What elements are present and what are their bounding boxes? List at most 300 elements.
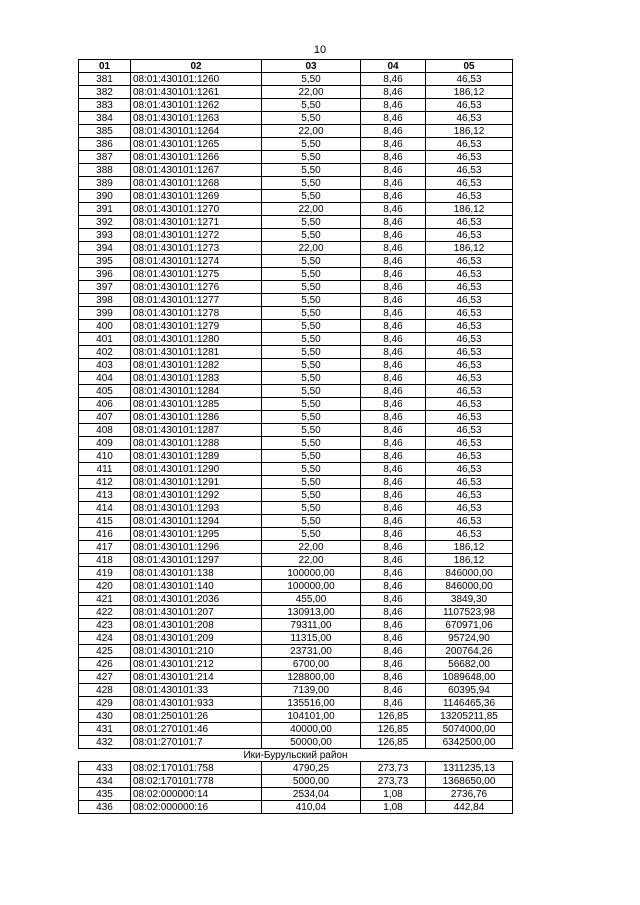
rate-cell: 8,46 xyxy=(361,99,426,112)
cadastral-number-cell: 08:01:430101:33 xyxy=(131,684,262,697)
cadastral-number-cell: 08:01:430101:1270 xyxy=(131,203,262,216)
rate-cell: 8,46 xyxy=(361,281,426,294)
table-row xyxy=(79,606,513,619)
area-cell: 79311,00 xyxy=(262,619,361,632)
rate-cell: 8,46 xyxy=(361,450,426,463)
tax-cell: 46,53 xyxy=(426,398,513,411)
tax-cell: 1089648,00 xyxy=(426,671,513,684)
tax-cell: 46,53 xyxy=(426,489,513,502)
rate-cell: 8,46 xyxy=(361,541,426,554)
rate-cell: 8,46 xyxy=(361,190,426,203)
area-cell: 22,00 xyxy=(262,86,361,99)
rate-cell: 126,85 xyxy=(361,736,426,749)
area-cell: 104101,00 xyxy=(262,710,361,723)
rate-cell: 8,46 xyxy=(361,697,426,710)
area-cell: 5,50 xyxy=(262,450,361,463)
table-row xyxy=(79,99,513,112)
row-number-cell: 401 xyxy=(79,333,131,346)
cadastral-number-cell: 08:01:430101:210 xyxy=(131,645,262,658)
cadastral-number-cell: 08:01:430101:1289 xyxy=(131,450,262,463)
cadastral-number-cell: 08:01:430101:1291 xyxy=(131,476,262,489)
table-row xyxy=(79,437,513,450)
row-number-cell: 402 xyxy=(79,346,131,359)
rate-cell: 8,46 xyxy=(361,372,426,385)
cadastral-number-cell: 08:01:430101:1282 xyxy=(131,359,262,372)
row-number-cell: 383 xyxy=(79,99,131,112)
table-row xyxy=(79,281,513,294)
row-number-cell: 384 xyxy=(79,112,131,125)
section-row xyxy=(79,749,513,762)
table-row xyxy=(79,619,513,632)
rate-cell: 1,08 xyxy=(361,788,426,801)
rate-cell: 8,46 xyxy=(361,229,426,242)
area-cell: 100000,00 xyxy=(262,567,361,580)
cadastral-number-cell: 08:01:430101:1292 xyxy=(131,489,262,502)
table-row xyxy=(79,411,513,424)
rate-cell: 8,46 xyxy=(361,463,426,476)
cadastral-number-cell: 08:01:430101:1268 xyxy=(131,177,262,190)
row-number-cell: 432 xyxy=(79,736,131,749)
area-cell: 2534,04 xyxy=(262,788,361,801)
table-row xyxy=(79,398,513,411)
row-number-cell: 424 xyxy=(79,632,131,645)
area-cell: 128800,00 xyxy=(262,671,361,684)
cadastral-number-cell: 08:01:430101:1260 xyxy=(131,73,262,86)
row-number-cell: 418 xyxy=(79,554,131,567)
table-body xyxy=(79,73,513,749)
table-row xyxy=(79,359,513,372)
row-number-cell: 434 xyxy=(79,775,131,788)
cadastral-number-cell: 08:01:430101:1286 xyxy=(131,411,262,424)
tax-cell: 46,53 xyxy=(426,372,513,385)
table-row xyxy=(79,502,513,515)
area-cell: 130913,00 xyxy=(262,606,361,619)
column-header-04: 04 xyxy=(361,60,426,73)
area-cell: 5,50 xyxy=(262,437,361,450)
area-cell: 5,50 xyxy=(262,515,361,528)
area-cell: 5,50 xyxy=(262,528,361,541)
area-cell: 5,50 xyxy=(262,320,361,333)
area-cell: 6700,00 xyxy=(262,658,361,671)
rate-cell: 8,46 xyxy=(361,125,426,138)
tax-cell: 46,53 xyxy=(426,385,513,398)
table-row xyxy=(79,723,513,736)
tax-cell: 46,53 xyxy=(426,333,513,346)
cadastral-number-cell: 08:01:430101:1267 xyxy=(131,164,262,177)
rate-cell: 8,46 xyxy=(361,333,426,346)
tax-cell: 46,53 xyxy=(426,502,513,515)
row-number-cell: 405 xyxy=(79,385,131,398)
table-row xyxy=(79,125,513,138)
table-row xyxy=(79,151,513,164)
rate-cell: 273,73 xyxy=(361,762,426,775)
table-row xyxy=(79,580,513,593)
area-cell: 5,50 xyxy=(262,398,361,411)
cadastral-number-cell: 08:02:000000:14 xyxy=(131,788,262,801)
row-number-cell: 412 xyxy=(79,476,131,489)
tax-cell: 5074000,00 xyxy=(426,723,513,736)
cadastral-number-cell: 08:01:430101:1294 xyxy=(131,515,262,528)
tax-cell: 46,53 xyxy=(426,99,513,112)
row-number-cell: 416 xyxy=(79,528,131,541)
rate-cell: 8,46 xyxy=(361,632,426,645)
table-row xyxy=(79,268,513,281)
area-cell: 5,50 xyxy=(262,190,361,203)
row-number-cell: 399 xyxy=(79,307,131,320)
table-row xyxy=(79,788,513,801)
row-number-cell: 420 xyxy=(79,580,131,593)
area-cell: 11315,00 xyxy=(262,632,361,645)
table-row xyxy=(79,229,513,242)
rate-cell: 8,46 xyxy=(361,437,426,450)
table-row xyxy=(79,476,513,489)
row-number-cell: 403 xyxy=(79,359,131,372)
table-row xyxy=(79,112,513,125)
row-number-cell: 422 xyxy=(79,606,131,619)
rate-cell: 8,46 xyxy=(361,242,426,255)
rate-cell: 8,46 xyxy=(361,73,426,86)
area-cell: 5,50 xyxy=(262,99,361,112)
area-cell: 5,50 xyxy=(262,177,361,190)
area-cell: 5,50 xyxy=(262,411,361,424)
rate-cell: 8,46 xyxy=(361,203,426,216)
row-number-cell: 426 xyxy=(79,658,131,671)
row-number-cell: 389 xyxy=(79,177,131,190)
table-row xyxy=(79,736,513,749)
table-row xyxy=(79,294,513,307)
table-row xyxy=(79,541,513,554)
table-row xyxy=(79,203,513,216)
area-cell: 5,50 xyxy=(262,385,361,398)
rate-cell: 8,46 xyxy=(361,606,426,619)
table-row xyxy=(79,658,513,671)
cadastral-number-cell: 08:01:430101:1296 xyxy=(131,541,262,554)
cadastral-number-cell: 08:01:430101:1271 xyxy=(131,216,262,229)
row-number-cell: 395 xyxy=(79,255,131,268)
row-number-cell: 397 xyxy=(79,281,131,294)
row-number-cell: 404 xyxy=(79,372,131,385)
tax-cell: 2736,76 xyxy=(426,788,513,801)
row-number-cell: 421 xyxy=(79,593,131,606)
row-number-cell: 423 xyxy=(79,619,131,632)
section-title: Ики-Бурульский район xyxy=(79,749,513,762)
table-row xyxy=(79,671,513,684)
rate-cell: 8,46 xyxy=(361,112,426,125)
cadastral-number-cell: 08:01:430101:207 xyxy=(131,606,262,619)
area-cell: 23731,00 xyxy=(262,645,361,658)
area-cell: 5,50 xyxy=(262,112,361,125)
cadastral-number-cell: 08:01:430101:1283 xyxy=(131,372,262,385)
tax-cell: 1107523,98 xyxy=(426,606,513,619)
tax-cell: 46,53 xyxy=(426,476,513,489)
row-number-cell: 433 xyxy=(79,762,131,775)
rate-cell: 8,46 xyxy=(361,619,426,632)
rate-cell: 8,46 xyxy=(361,268,426,281)
cadastral-number-cell: 08:01:430101:1263 xyxy=(131,112,262,125)
cadastral-number-cell: 08:01:430101:1280 xyxy=(131,333,262,346)
area-cell: 5,50 xyxy=(262,229,361,242)
tax-cell: 46,53 xyxy=(426,164,513,177)
tax-cell: 46,53 xyxy=(426,528,513,541)
row-number-cell: 385 xyxy=(79,125,131,138)
tax-cell: 95724,90 xyxy=(426,632,513,645)
tax-cell: 46,53 xyxy=(426,294,513,307)
row-number-cell: 398 xyxy=(79,294,131,307)
rate-cell: 8,46 xyxy=(361,671,426,684)
area-cell: 7139,00 xyxy=(262,684,361,697)
cadastral-number-cell: 08:01:430101:1274 xyxy=(131,255,262,268)
table-body-section xyxy=(79,762,513,814)
tax-cell: 60395,94 xyxy=(426,684,513,697)
area-cell: 22,00 xyxy=(262,541,361,554)
row-number-cell: 407 xyxy=(79,411,131,424)
cadastral-number-cell: 08:01:430101:1278 xyxy=(131,307,262,320)
tax-cell: 200764,26 xyxy=(426,645,513,658)
tax-cell: 46,53 xyxy=(426,190,513,203)
tax-cell: 846000,00 xyxy=(426,580,513,593)
rate-cell: 8,46 xyxy=(361,346,426,359)
tax-cell: 46,53 xyxy=(426,112,513,125)
rate-cell: 8,46 xyxy=(361,151,426,164)
table-row xyxy=(79,632,513,645)
rate-cell: 8,46 xyxy=(361,567,426,580)
table-row xyxy=(79,320,513,333)
row-number-cell: 393 xyxy=(79,229,131,242)
cadastral-number-cell: 08:01:430101:1275 xyxy=(131,268,262,281)
tax-cell: 46,53 xyxy=(426,138,513,151)
cadastral-number-cell: 08:01:430101:1276 xyxy=(131,281,262,294)
tax-cell: 46,53 xyxy=(426,515,513,528)
row-number-cell: 431 xyxy=(79,723,131,736)
table-row xyxy=(79,86,513,99)
rate-cell: 8,46 xyxy=(361,424,426,437)
rate-cell: 8,46 xyxy=(361,320,426,333)
area-cell: 5,50 xyxy=(262,502,361,515)
rate-cell: 126,85 xyxy=(361,710,426,723)
tax-cell: 46,53 xyxy=(426,411,513,424)
area-cell: 5,50 xyxy=(262,346,361,359)
rate-cell: 8,46 xyxy=(361,580,426,593)
tax-cell: 46,53 xyxy=(426,281,513,294)
rate-cell: 8,46 xyxy=(361,86,426,99)
tax-cell: 186,12 xyxy=(426,242,513,255)
table-row xyxy=(79,164,513,177)
tax-cell: 46,53 xyxy=(426,177,513,190)
row-number-cell: 409 xyxy=(79,437,131,450)
tax-cell: 1368650,00 xyxy=(426,775,513,788)
cadastral-number-cell: 08:01:430101:1295 xyxy=(131,528,262,541)
area-cell: 410,04 xyxy=(262,801,361,814)
area-cell: 5,50 xyxy=(262,424,361,437)
table-row xyxy=(79,242,513,255)
tax-cell: 46,53 xyxy=(426,268,513,281)
row-number-cell: 428 xyxy=(79,684,131,697)
column-header-02: 02 xyxy=(131,60,262,73)
table-row xyxy=(79,593,513,606)
table-row xyxy=(79,645,513,658)
cadastral-number-cell: 08:01:430101:1266 xyxy=(131,151,262,164)
cadastral-number-cell: 08:01:430101:1261 xyxy=(131,86,262,99)
row-number-cell: 390 xyxy=(79,190,131,203)
table-row xyxy=(79,138,513,151)
area-cell: 4790,25 xyxy=(262,762,361,775)
tax-cell: 46,53 xyxy=(426,450,513,463)
cadastral-number-cell: 08:01:430101:209 xyxy=(131,632,262,645)
table-row xyxy=(79,515,513,528)
tax-cell: 670971,06 xyxy=(426,619,513,632)
tax-cell: 6342500,00 xyxy=(426,736,513,749)
row-number-cell: 388 xyxy=(79,164,131,177)
cadastral-number-cell: 08:01:250101:26 xyxy=(131,710,262,723)
rate-cell: 8,46 xyxy=(361,398,426,411)
tax-cell: 46,53 xyxy=(426,320,513,333)
area-cell: 5,50 xyxy=(262,281,361,294)
cadastral-number-cell: 08:01:430101:1269 xyxy=(131,190,262,203)
cadastral-number-cell: 08:01:430101:1262 xyxy=(131,99,262,112)
cadastral-number-cell: 08:02:170101:778 xyxy=(131,775,262,788)
rate-cell: 8,46 xyxy=(361,294,426,307)
table-row xyxy=(79,346,513,359)
rate-cell: 8,46 xyxy=(361,138,426,151)
row-number-cell: 381 xyxy=(79,73,131,86)
area-cell: 135516,00 xyxy=(262,697,361,710)
rate-cell: 8,46 xyxy=(361,476,426,489)
cadastral-number-cell: 08:01:430101:138 xyxy=(131,567,262,580)
rate-cell: 8,46 xyxy=(361,515,426,528)
cadastral-number-cell: 08:01:430101:933 xyxy=(131,697,262,710)
rate-cell: 8,46 xyxy=(361,684,426,697)
row-number-cell: 415 xyxy=(79,515,131,528)
row-number-cell: 400 xyxy=(79,320,131,333)
tax-cell: 1146465,36 xyxy=(426,697,513,710)
row-number-cell: 435 xyxy=(79,788,131,801)
row-number-cell: 410 xyxy=(79,450,131,463)
table-row xyxy=(79,424,513,437)
tax-cell: 13205211,85 xyxy=(426,710,513,723)
area-cell: 5,50 xyxy=(262,359,361,372)
cadastral-number-cell: 08:01:430101:1288 xyxy=(131,437,262,450)
row-number-cell: 430 xyxy=(79,710,131,723)
row-number-cell: 427 xyxy=(79,671,131,684)
area-cell: 100000,00 xyxy=(262,580,361,593)
area-cell: 5,50 xyxy=(262,216,361,229)
page-number: 10 xyxy=(313,44,327,56)
tax-cell: 186,12 xyxy=(426,86,513,99)
tax-cell: 3849,30 xyxy=(426,593,513,606)
cadastral-number-cell: 08:01:430101:212 xyxy=(131,658,262,671)
cadastral-number-cell: 08:02:170101:758 xyxy=(131,762,262,775)
area-cell: 22,00 xyxy=(262,554,361,567)
column-header-01: 01 xyxy=(79,60,131,73)
cadastral-number-cell: 08:01:270101:7 xyxy=(131,736,262,749)
table-row xyxy=(79,710,513,723)
table-row xyxy=(79,372,513,385)
tax-cell: 46,53 xyxy=(426,437,513,450)
rate-cell: 8,46 xyxy=(361,411,426,424)
cadastral-number-cell: 08:01:430101:1273 xyxy=(131,242,262,255)
cadastral-number-cell: 08:01:430101:1279 xyxy=(131,320,262,333)
table-row xyxy=(79,684,513,697)
tax-cell: 186,12 xyxy=(426,125,513,138)
cadastral-number-cell: 08:01:430101:214 xyxy=(131,671,262,684)
cadastral-number-cell: 08:01:430101:1284 xyxy=(131,385,262,398)
table-row xyxy=(79,762,513,775)
rate-cell: 8,46 xyxy=(361,307,426,320)
row-number-cell: 386 xyxy=(79,138,131,151)
cadastral-number-cell: 08:01:430101:1265 xyxy=(131,138,262,151)
cadastral-number-cell: 08:01:430101:1272 xyxy=(131,229,262,242)
table-row xyxy=(79,333,513,346)
cadastral-number-cell: 08:02:000000:16 xyxy=(131,801,262,814)
table-row xyxy=(79,697,513,710)
rate-cell: 1,08 xyxy=(361,801,426,814)
tax-cell: 186,12 xyxy=(426,554,513,567)
table-row xyxy=(79,801,513,814)
area-cell: 5,50 xyxy=(262,255,361,268)
area-cell: 455,00 xyxy=(262,593,361,606)
table-row xyxy=(79,567,513,580)
table-row xyxy=(79,775,513,788)
table-row xyxy=(79,385,513,398)
cadastral-number-cell: 08:01:430101:1277 xyxy=(131,294,262,307)
cadastral-number-cell: 08:01:430101:1290 xyxy=(131,463,262,476)
tax-cell: 46,53 xyxy=(426,216,513,229)
row-number-cell: 382 xyxy=(79,86,131,99)
table-row xyxy=(79,255,513,268)
tax-cell: 56682,00 xyxy=(426,658,513,671)
cadastral-number-cell: 08:01:430101:1285 xyxy=(131,398,262,411)
column-header-03: 03 xyxy=(262,60,361,73)
rate-cell: 8,46 xyxy=(361,177,426,190)
area-cell: 5,50 xyxy=(262,151,361,164)
tax-cell: 1311235,13 xyxy=(426,762,513,775)
rate-cell: 8,46 xyxy=(361,489,426,502)
row-number-cell: 391 xyxy=(79,203,131,216)
tax-cell: 186,12 xyxy=(426,203,513,216)
area-cell: 5,50 xyxy=(262,333,361,346)
cadastral-number-cell: 08:01:430101:1287 xyxy=(131,424,262,437)
table-row xyxy=(79,216,513,229)
rate-cell: 8,46 xyxy=(361,528,426,541)
tax-cell: 186,12 xyxy=(426,541,513,554)
tax-cell: 442,84 xyxy=(426,801,513,814)
header-row xyxy=(79,60,513,73)
area-cell: 22,00 xyxy=(262,203,361,216)
area-cell: 5,50 xyxy=(262,463,361,476)
row-number-cell: 396 xyxy=(79,268,131,281)
table-row xyxy=(79,450,513,463)
cadastral-number-cell: 08:01:430101:2036 xyxy=(131,593,262,606)
data-table xyxy=(78,59,513,814)
cadastral-number-cell: 08:01:430101:1293 xyxy=(131,502,262,515)
rate-cell: 273,73 xyxy=(361,775,426,788)
tax-cell: 46,53 xyxy=(426,151,513,164)
row-number-cell: 394 xyxy=(79,242,131,255)
area-cell: 5,50 xyxy=(262,307,361,320)
row-number-cell: 408 xyxy=(79,424,131,437)
tax-cell: 46,53 xyxy=(426,229,513,242)
rate-cell: 8,46 xyxy=(361,593,426,606)
table-row xyxy=(79,73,513,86)
area-cell: 5,50 xyxy=(262,164,361,177)
rate-cell: 8,46 xyxy=(361,658,426,671)
row-number-cell: 419 xyxy=(79,567,131,580)
tax-cell: 46,53 xyxy=(426,424,513,437)
section-block xyxy=(79,749,513,762)
tax-cell: 46,53 xyxy=(426,463,513,476)
area-cell: 40000,00 xyxy=(262,723,361,736)
tax-cell: 46,53 xyxy=(426,346,513,359)
